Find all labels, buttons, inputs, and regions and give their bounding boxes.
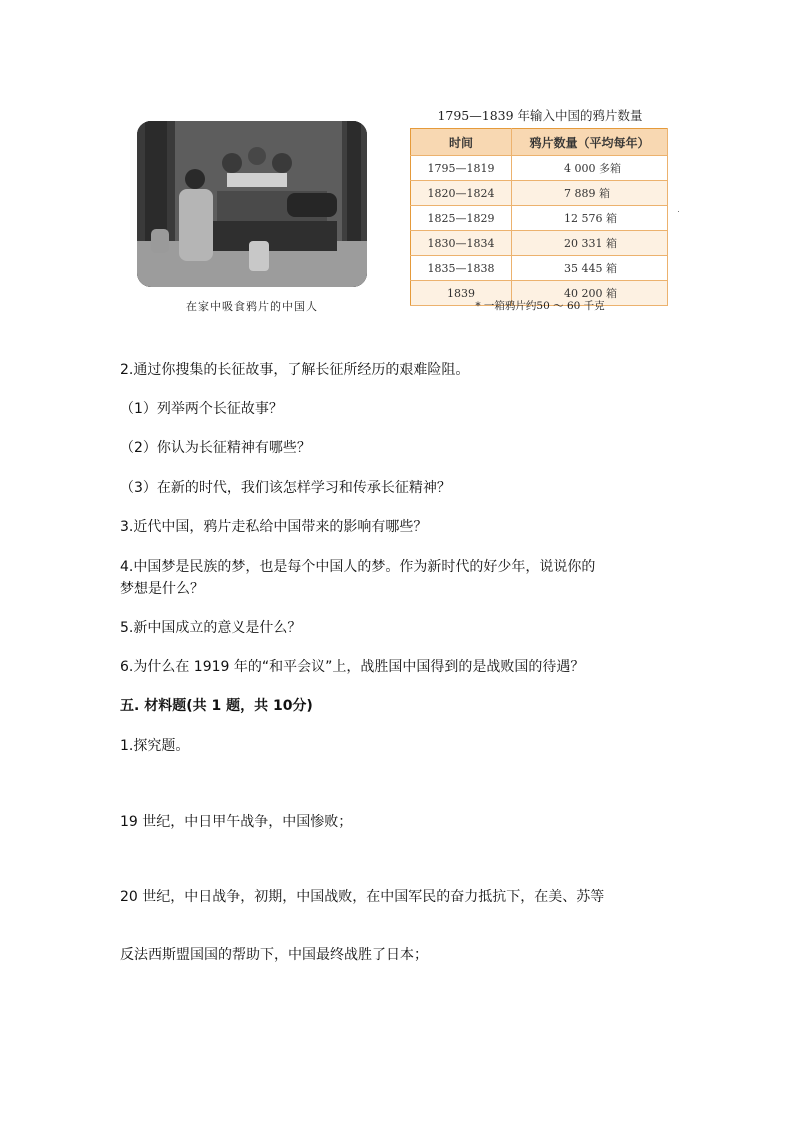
table-title: 1795—1839 年输入中国的鸦片数量 xyxy=(437,108,643,123)
question-2-1: （1）列举两个长征故事？ xyxy=(120,401,283,417)
cell-quantity: 7 889 箱 xyxy=(512,181,668,206)
cell-period: 1820—1824 xyxy=(411,181,512,206)
opium-import-table xyxy=(410,128,668,306)
question-2-2: （2）你认为长征精神有哪些？ xyxy=(120,440,311,456)
cell-quantity: 12 576 箱 xyxy=(512,206,668,231)
question-5: 5.新中国成立的意义是什么？ xyxy=(120,620,302,636)
material-line-3: 反法西斯盟国国的帮助下，中国最终战胜了日本； xyxy=(120,947,428,963)
table-header-row xyxy=(411,129,668,156)
table-row xyxy=(411,181,668,206)
header-quantity: 鸦片数量（平均每年） xyxy=(512,129,668,156)
question-3: 3.近代中国，鸦片走私给中国带来的影响有哪些？ xyxy=(120,519,428,535)
section-item-1: 1.探究题。 xyxy=(120,738,190,754)
cell-period: 1835—1838 xyxy=(411,256,512,281)
question-4-line2: 梦想是什么？ xyxy=(120,581,204,597)
table-row xyxy=(411,231,668,256)
photo-caption: 在家中吸食鸦片的中国人 xyxy=(186,300,318,313)
section-heading: 五. 材料题(共 1 题，共 10分) xyxy=(120,698,313,714)
table-footnote: * 一箱鸦片约50 ～ 60 千克 xyxy=(475,300,605,312)
question-6: 6.为什么在 1919 年的“和平会议”上，战胜国中国得到的是战败国的待遇？ xyxy=(120,659,585,675)
question-2: 2.通过你搜集的长征故事，了解长征所经历的艰难险阻。 xyxy=(120,362,470,378)
stray-mark xyxy=(678,211,679,212)
cell-quantity: 4 000 多箱 xyxy=(512,156,668,181)
question-4-line1: 4.中国梦是民族的梦，也是每个中国人的梦。作为新时代的好少年，说说你的 xyxy=(120,559,596,575)
cell-period: 1839 xyxy=(411,281,512,306)
cell-quantity: 40 200 箱 xyxy=(512,281,668,306)
table-row xyxy=(411,256,668,281)
table-row xyxy=(411,156,668,181)
material-line-1: 19 世纪，中日甲午战争，中国惨败； xyxy=(120,814,353,830)
cell-period: 1825—1829 xyxy=(411,206,512,231)
table-row xyxy=(411,206,668,231)
cell-period: 1795—1819 xyxy=(411,156,512,181)
opium-smokers-photo xyxy=(137,121,367,287)
question-2-3: （3）在新的时代，我们该怎样学习和传承长征精神？ xyxy=(120,480,451,496)
cell-period: 1830—1834 xyxy=(411,231,512,256)
cell-quantity: 35 445 箱 xyxy=(512,256,668,281)
header-period: 时间 xyxy=(411,129,512,156)
cell-quantity: 20 331 箱 xyxy=(512,231,668,256)
material-line-2: 20 世纪，中日战争，初期，中国战败，在中国军民的奋力抵抗下，在美、苏等 xyxy=(120,889,605,905)
